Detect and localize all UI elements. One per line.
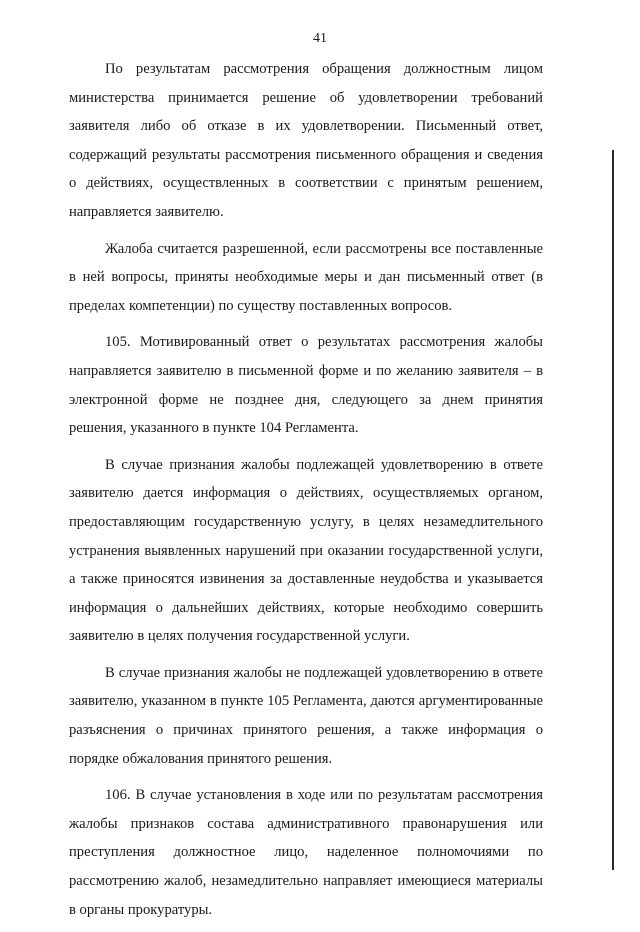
scan-edge-line bbox=[612, 150, 614, 870]
paragraph-complaint-not-satisfied: В случае признания жалобы не подлежащей удовлетворению в ответе заявителю, указанном в пункте 105 Регламента, даются аргументированные разъяснения о причинах принятого решения, а также информация о порядке обжалования принятого решения. bbox=[69, 664, 543, 767]
paragraph-complaint-satisfied: В случае признания жалобы подлежащей удовлетворению в ответе заявителю дается информация о действиях, осуществляемых органом, предоставляющим государственную услугу, в целях незамедлительного устранения выявленных нарушений при оказании государственной услуги, а также приносятся извинения за доставленные неудобства и указывается информация о дальнейших действиях, которые необходимо совершить заявителю в целях получения государственной услуги. bbox=[69, 456, 543, 645]
paragraph-105-reasoned-answer: 105. Мотивированный ответ о результатах рассмотрения жалобы направляется заявителю в письменной форме и по желанию заявителя – в электронной форме не позднее дня, следующего за днем принятия решения, указанного в пункте 104 Регламента. bbox=[69, 334, 543, 437]
page-number: 41 bbox=[313, 31, 327, 46]
paragraph-complaint-resolved: Жалоба считается разрешенной, если рассмотрены все поставленные в ней вопросы, приняты необходимые меры и дан письменный ответ (в пределах компетенции) по существу поставленных вопросов. bbox=[69, 240, 543, 314]
paragraph-decision: По результатам рассмотрения обращения должностным лицом министерства принимается решение об удовлетворении требований заявителя либо об отказе в их удовлетворении. Письменный ответ, содержащий результаты рассмотрения письменного обращения и сведения о действиях, осуществленных в соответствии с принятым решением, направляется заявителю. bbox=[69, 61, 543, 220]
body-text bbox=[69, 55, 543, 932]
paragraph-106-prosecution: 106. В случае установления в ходе или по результатам рассмотрения жалобы признаков состава административного правонарушения или преступления должностное лицо, наделенное полномочиями по рассмотрению жалоб, незамедлительно направляет имеющиеся материалы в органы прокуратуры. bbox=[69, 787, 543, 918]
